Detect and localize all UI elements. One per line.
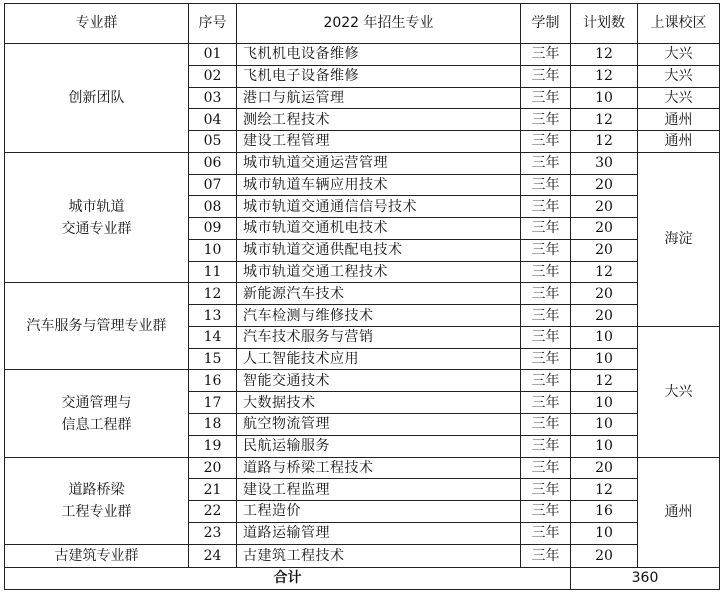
duration-cell: 三年: [521, 174, 571, 196]
major-cell: 建设工程监理: [237, 479, 521, 501]
major-cell: 道路与桥梁工程技术: [237, 457, 521, 479]
campus-cell: 大兴: [638, 44, 720, 66]
major-cell: 建设工程管理: [237, 131, 521, 153]
major-cell: 航空物流管理: [237, 414, 521, 436]
major-cell: 城市轨道交通工程技术: [237, 261, 521, 283]
plan-cell: 12: [571, 261, 638, 283]
major-cell: 港口与航运管理: [237, 87, 521, 109]
major-cell: 人工智能技术应用: [237, 348, 521, 370]
plan-cell: 12: [571, 44, 638, 66]
campus-cell: 通州: [638, 457, 720, 567]
total-row: [5, 568, 720, 590]
header-group: 专业群: [5, 4, 189, 44]
plan-cell: 10: [571, 392, 638, 414]
major-cell: 城市轨道交通机电技术: [237, 218, 521, 240]
table-row: [5, 544, 720, 567]
seq-cell: 22: [189, 501, 237, 523]
seq-cell: 17: [189, 392, 237, 414]
major-cell: 城市轨道交通通信信号技术: [237, 196, 521, 218]
plan-cell: 10: [571, 348, 638, 370]
major-cell: 城市轨道车辆应用技术: [237, 174, 521, 196]
duration-cell: 三年: [521, 326, 571, 348]
duration-cell: 三年: [521, 261, 571, 283]
plan-cell: 20: [571, 544, 638, 567]
duration-cell: 三年: [521, 109, 571, 131]
seq-cell: 16: [189, 370, 237, 392]
seq-cell: 20: [189, 457, 237, 479]
seq-cell: 08: [189, 196, 237, 218]
major-cell: 大数据技术: [237, 392, 521, 414]
table-row: [5, 457, 720, 479]
plan-cell: 20: [571, 283, 638, 305]
group-cell: 创新团队: [5, 44, 189, 153]
table-row: [5, 152, 720, 174]
seq-cell: 13: [189, 305, 237, 327]
group-cell: 古建筑专业群: [5, 544, 189, 567]
plan-cell: 12: [571, 479, 638, 501]
seq-cell: 19: [189, 435, 237, 457]
major-cell: 测绘工程技术: [237, 109, 521, 131]
duration-cell: 三年: [521, 348, 571, 370]
duration-cell: 三年: [521, 414, 571, 436]
major-cell: 飞机机电设备维修: [237, 44, 521, 66]
header-plan: 计划数: [571, 4, 638, 44]
total-value: 360: [571, 568, 720, 590]
duration-cell: 三年: [521, 44, 571, 66]
plan-cell: 10: [571, 326, 638, 348]
seq-cell: 10: [189, 239, 237, 261]
duration-cell: 三年: [521, 305, 571, 327]
duration-cell: 三年: [521, 544, 571, 567]
seq-cell: 11: [189, 261, 237, 283]
major-cell: 汽车技术服务与营销: [237, 326, 521, 348]
duration-cell: 三年: [521, 65, 571, 87]
duration-cell: 三年: [521, 522, 571, 544]
plan-cell: 20: [571, 218, 638, 240]
plan-cell: 30: [571, 152, 638, 174]
duration-cell: 三年: [521, 435, 571, 457]
seq-cell: 21: [189, 479, 237, 501]
plan-cell: 20: [571, 239, 638, 261]
group-cell: 交通管理与 信息工程群: [5, 370, 189, 457]
header-campus: 上课校区: [638, 4, 720, 44]
header-seq: 序号: [189, 4, 237, 44]
seq-cell: 06: [189, 152, 237, 174]
major-cell: 道路运输管理: [237, 522, 521, 544]
seq-cell: 01: [189, 44, 237, 66]
plan-cell: 20: [571, 305, 638, 327]
plan-cell: 12: [571, 109, 638, 131]
plan-cell: 20: [571, 174, 638, 196]
seq-cell: 18: [189, 414, 237, 436]
major-cell: 古建筑工程技术: [237, 544, 521, 567]
table-row: [5, 44, 720, 66]
plan-cell: 10: [571, 87, 638, 109]
plan-cell: 12: [571, 370, 638, 392]
duration-cell: 三年: [521, 501, 571, 523]
plan-cell: 10: [571, 522, 638, 544]
campus-cell: 大兴: [638, 65, 720, 87]
plan-cell: 12: [571, 65, 638, 87]
seq-cell: 04: [189, 109, 237, 131]
group-cell: 汽车服务与管理专业群: [5, 283, 189, 370]
seq-cell: 12: [189, 283, 237, 305]
plan-cell: 20: [571, 457, 638, 479]
seq-cell: 02: [189, 65, 237, 87]
total-label: 合计: [5, 568, 571, 590]
group-cell: 道路桥梁 工程专业群: [5, 457, 189, 544]
campus-cell: 大兴: [638, 87, 720, 109]
major-cell: 智能交通技术: [237, 370, 521, 392]
duration-cell: 三年: [521, 370, 571, 392]
seq-cell: 09: [189, 218, 237, 240]
seq-cell: 15: [189, 348, 237, 370]
seq-cell: 14: [189, 326, 237, 348]
duration-cell: 三年: [521, 218, 571, 240]
duration-cell: 三年: [521, 457, 571, 479]
major-cell: 民航运输服务: [237, 435, 521, 457]
campus-cell: 通州: [638, 131, 720, 153]
major-cell: 工程造价: [237, 501, 521, 523]
major-cell: 飞机电子设备维修: [237, 65, 521, 87]
seq-cell: 03: [189, 87, 237, 109]
duration-cell: 三年: [521, 152, 571, 174]
duration-cell: 三年: [521, 131, 571, 153]
enrollment-table: [4, 3, 720, 590]
seq-cell: 24: [189, 544, 237, 567]
campus-cell: 大兴: [638, 326, 720, 457]
campus-cell: 通州: [638, 109, 720, 131]
seq-cell: 05: [189, 131, 237, 153]
duration-cell: 三年: [521, 196, 571, 218]
seq-cell: 07: [189, 174, 237, 196]
major-cell: 新能源汽车技术: [237, 283, 521, 305]
plan-cell: 10: [571, 414, 638, 436]
plan-cell: 12: [571, 131, 638, 153]
table-row: [5, 283, 720, 305]
plan-cell: 16: [571, 501, 638, 523]
major-cell: 汽车检测与维修技术: [237, 305, 521, 327]
seq-cell: 23: [189, 522, 237, 544]
duration-cell: 三年: [521, 239, 571, 261]
group-cell: 城市轨道 交通专业群: [5, 152, 189, 283]
plan-cell: 20: [571, 196, 638, 218]
duration-cell: 三年: [521, 283, 571, 305]
header-row: [5, 4, 720, 44]
duration-cell: 三年: [521, 479, 571, 501]
major-cell: 城市轨道交通运营管理: [237, 152, 521, 174]
campus-cell: 海淀: [638, 152, 720, 326]
plan-cell: 10: [571, 435, 638, 457]
table-row: [5, 370, 720, 392]
header-major: 2022 年招生专业: [237, 4, 521, 44]
header-duration: 学制: [521, 4, 571, 44]
major-cell: 城市轨道交通供配电技术: [237, 239, 521, 261]
duration-cell: 三年: [521, 392, 571, 414]
duration-cell: 三年: [521, 87, 571, 109]
